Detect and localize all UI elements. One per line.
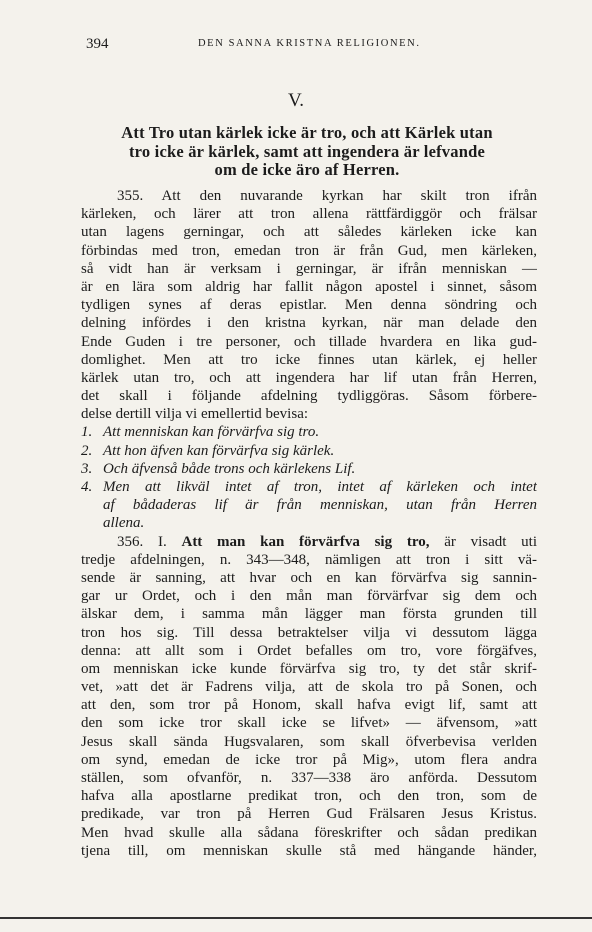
paragraph-line: domlighet. Men att tro icke finnes utan kärlek, ej heller <box>81 351 537 368</box>
paragraph-line: vet, »att det är Fadrens vilja, att de skola tro på Sonen, och <box>81 679 537 696</box>
list-text: Att hon äfven kan förvärfva sig kärlek. <box>103 442 335 459</box>
paragraph-line: Jesus skall sända Hugsvalaren, som skall öfverbevisa verlden <box>81 733 537 750</box>
paragraph-line: så vidt han är verksam i gerningar, är ifrån menniskan — <box>81 260 537 277</box>
list-item <box>81 423 537 441</box>
paragraph-line: om synd, emedan de icke tror på Mig», utom flera andra <box>81 751 537 768</box>
paragraph-line: Ende Guden i tre personer, och tillade hvardera en lika gud- <box>81 333 537 350</box>
title-line: Att Tro utan kärlek icke är tro, och att Kärlek utan <box>121 123 493 142</box>
paragraph-line: tydligen synes af deras epistlar. Men denna söndring och <box>81 297 537 314</box>
paragraph-line: att den, som tror på Honom, skall hafva evigt lif, samt att <box>81 697 537 714</box>
paragraph-line: predikade, var tron på Herren Gud Frälsaren Jesus Kristus. <box>81 806 537 823</box>
paragraph-line: 355. Att den nuvarande kyrkan har skilt tron ifrån <box>117 188 537 204</box>
paragraph-line: delse dertill vilja vi emellertid bevisa: <box>81 406 309 423</box>
bold-lead: Att man kan förvärfva sig tro, <box>181 533 430 550</box>
page-header <box>0 36 592 56</box>
paragraph-line: delning infördes i den kristna kyrkan, när man delade den <box>81 315 537 332</box>
list-item <box>81 478 537 496</box>
list-number: 2. <box>81 442 93 459</box>
paragraph-line <box>81 533 537 551</box>
paragraph-line: det skall i följande afdelning tydliggöras. Såsom förbere- <box>81 388 537 405</box>
paragraph-line: tron hos sig. Till dessa betraktelser vilja vi dessutom lägga <box>81 624 537 641</box>
list-number: 3. <box>81 460 93 477</box>
paragraph-line: kärleken, och lärer att tron allena rättfärdiggör och frälsar <box>81 206 537 223</box>
section-title <box>78 124 536 180</box>
paragraph-line: utan lagens gerningar, och att således kärleken icke kan <box>81 224 537 241</box>
paragraph-line: denna: att allt som i Ordet befalles om tro, vore förgäfves, <box>81 642 537 659</box>
list-text: af bådaderas lif är från menniskan, utan från Herren <box>103 497 537 514</box>
list-item <box>81 442 537 460</box>
paragraph-line: sende är sanning, att hvar och en kan förvärfva sig sannin- <box>81 569 537 586</box>
running-head: DEN SANNA KRISTNA RELIGIONEN. <box>198 38 421 49</box>
body-text <box>81 187 537 860</box>
paragraph-line: är en lära som aldrig har fallit någon apostel i sinnet, såsom <box>81 278 537 295</box>
paragraph-line: Men hvad skulle alla sådana föreskrifter och sådan predikan <box>81 824 537 841</box>
section-numeral: V. <box>287 90 305 111</box>
paragraph-line: tjena till, om menniskan skulle stå med hängande händer, <box>81 842 537 859</box>
paragraph-line: ställen, som ofvanför, n. 337—338 äro anförda. Dessutom <box>81 770 537 786</box>
paragraph-text: är visadt uti <box>444 533 537 550</box>
page-bottom-rule <box>0 917 592 919</box>
list-number: 1. <box>81 424 93 441</box>
page-number: 394 <box>86 36 109 52</box>
paragraph-line: gar ur Ordet, och i den mån man förvärfvar sig dem och <box>81 588 537 605</box>
title-line: om de icke äro af Herren. <box>214 160 400 179</box>
list-text: Att menniskan kan förvärfva sig tro. <box>103 424 320 441</box>
list-number: 4. <box>81 479 93 495</box>
list-text: allena. <box>103 515 145 532</box>
list-item <box>81 460 537 478</box>
paragraph-line: älskar dem, i samma mån lägger man första grunden till <box>81 606 537 623</box>
paragraph-number: 356. I. <box>117 533 167 550</box>
list-text: Men att likväl intet af tron, intet af kärleken och intet <box>103 479 537 495</box>
title-line: tro icke är kärlek, samt att ingendera är lefvande <box>128 141 485 161</box>
paragraph-line: den som icke tror skall icke se lifvet» — äfvensom, »att <box>81 715 537 732</box>
paragraph-line: hafva alla apostlarne predikat tron, och den tron, som de <box>81 788 537 805</box>
paragraph-line: tredje afdelningen, n. 343—348, nämligen att tron i sitt vä- <box>81 551 537 568</box>
paragraph-line: om menniskan icke kunde förvärfva sig tro, ty det står skrif- <box>81 660 537 677</box>
paragraph-line: kärlek utan tro, och att ingendera har lif utan från Herren, <box>81 369 537 386</box>
list-text: Och äfvenså både trons och kärlekens Lif. <box>103 460 356 477</box>
paragraph-line: förbindas med tron, emedan tron är från Gud, men kärleken, <box>81 242 537 259</box>
